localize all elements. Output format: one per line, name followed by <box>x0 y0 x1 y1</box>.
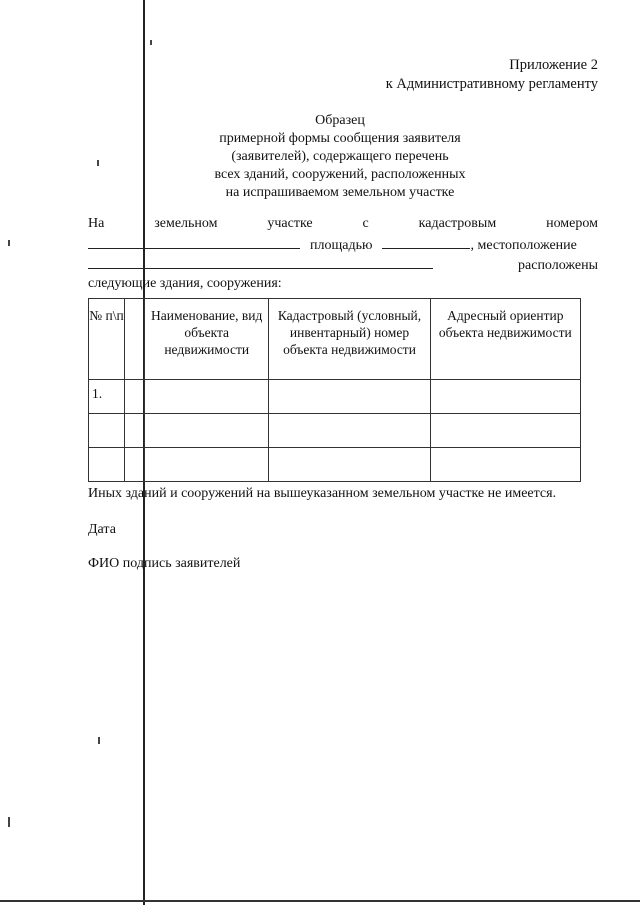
intro-word: земельном <box>154 216 218 231</box>
table-cell[interactable] <box>430 448 580 482</box>
location-label: , местоположение <box>470 238 577 253</box>
location-blank[interactable] <box>88 255 433 269</box>
scan-speck <box>8 817 10 827</box>
table-cell[interactable] <box>145 414 269 448</box>
table-cell[interactable] <box>269 380 430 414</box>
header-empty <box>125 299 145 380</box>
title-line: на испрашиваемом земельном участке <box>225 185 455 200</box>
scan-artifact-horizontal-line <box>0 900 640 902</box>
table-cell[interactable] <box>430 380 580 414</box>
header-cadastral: Кадастровый (условный, инвентарный) номер объекта недвижимости <box>269 299 430 380</box>
table-cell[interactable] <box>89 414 125 448</box>
cadastral-number-blank[interactable] <box>88 235 300 249</box>
header-number: № п\п <box>89 299 125 380</box>
table-cell[interactable] <box>145 380 269 414</box>
table-cell[interactable] <box>125 448 145 482</box>
title-line: (заявителей), содержащего перечень <box>231 149 449 164</box>
document-title <box>170 112 510 202</box>
table-cell[interactable] <box>430 414 580 448</box>
objects-table <box>88 298 581 482</box>
table-row <box>89 414 581 448</box>
area-blank[interactable] <box>382 235 470 249</box>
table-row <box>89 380 581 414</box>
scan-speck <box>150 40 152 45</box>
table-header-row <box>89 299 581 380</box>
table-cell[interactable] <box>125 414 145 448</box>
title-line: примерной формы сообщения заявителя <box>219 131 461 146</box>
table-cell[interactable]: 1. <box>89 380 125 414</box>
appendix-number: Приложение 2 <box>509 57 598 73</box>
intro-word: На <box>88 216 105 231</box>
intro-word: номером <box>546 216 598 231</box>
scan-speck <box>8 240 10 246</box>
appendix-reference: к Административному регламенту <box>385 76 598 92</box>
header-name: Наименование, вид объекта недвижимости <box>145 299 269 380</box>
intro-word: участке <box>267 216 313 231</box>
signature-label: ФИО подпись заявителей <box>88 556 241 571</box>
table-cell[interactable] <box>125 380 145 414</box>
appendix-header <box>386 56 598 94</box>
scan-speck <box>98 737 100 744</box>
intro-paragraph <box>88 216 598 292</box>
header-address: Адресный ориентир объекта недвижимости <box>430 299 580 380</box>
intro-word: кадастровым <box>418 216 497 231</box>
table-cell[interactable] <box>145 448 269 482</box>
area-label: площадью <box>310 238 373 253</box>
date-label: Дата <box>88 522 116 537</box>
scan-speck <box>97 160 99 166</box>
located-label: расположены <box>518 258 598 273</box>
title-line: Образец <box>315 113 365 128</box>
table-cell[interactable] <box>89 448 125 482</box>
following-label: следующие здания, сооружения: <box>88 276 282 291</box>
table-row <box>89 448 581 482</box>
title-line: всех зданий, сооружений, расположенных <box>214 167 466 182</box>
table-cell[interactable] <box>269 448 430 482</box>
intro-word: с <box>362 216 369 231</box>
table-cell[interactable] <box>269 414 430 448</box>
no-other-buildings-statement: Иных зданий и сооружений на вышеуказанном земельном участке не имеется. <box>88 486 557 501</box>
